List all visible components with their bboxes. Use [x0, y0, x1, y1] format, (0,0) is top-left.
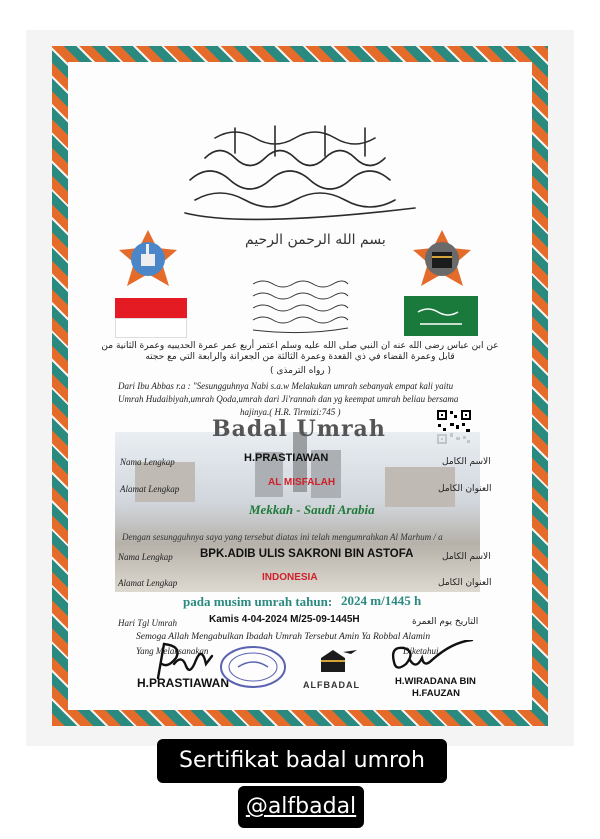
- official-stamp: [218, 645, 288, 689]
- left-signature-name: H.PRASTIAWAN: [137, 676, 230, 690]
- right-signature-name-1: H.WIRADANA BIN: [395, 676, 476, 687]
- bismillah: بسم الله الرحمن الرحيم: [245, 232, 386, 248]
- quote-line-1: Dari Ibu Abbas r.a : "Sesungguhnya Nabi s.a.w Melakukan umrah sebanyak empat kali yaitu: [118, 381, 454, 391]
- story-caption-title: Sertifikat badal umroh: [157, 739, 447, 783]
- right-signature-name-2: H.FAUZAN: [412, 688, 461, 699]
- address2-value: INDONESIA: [262, 572, 318, 583]
- address-value: AL MISFALAH: [268, 477, 336, 488]
- city-text: Mekkah - Saudi Arabia: [249, 502, 375, 517]
- name-arabic-label: الاسم الكامل: [442, 457, 491, 467]
- address2-arabic-label: العنوان الكامل: [438, 578, 492, 588]
- address-label: Alamat Lengkap: [120, 484, 180, 494]
- right-signature: [380, 640, 476, 678]
- date-value: Kamis 4-04-2024 M/25-09-1445H: [209, 614, 360, 625]
- address2-label: Alamat Lengkap: [118, 578, 178, 588]
- alfbadal-logo-text: ALFBADAL: [303, 680, 360, 690]
- calligraphy-header: [175, 118, 425, 228]
- date-label: Hari Tgl Umrah: [118, 618, 178, 628]
- mosque-emblem: [117, 228, 179, 290]
- story-caption-handle[interactable]: @alfbadal: [238, 786, 364, 828]
- name2-arabic-label: الاسم الكامل: [442, 552, 491, 562]
- name2-value: BPK.ADIB ULIS SAKRONI BIN ASTOFA: [200, 548, 414, 560]
- arabic-hadith: عن ابن عباس رضى الله عنه ان النبي صلى الله عليه وسلم اعتمر أربع عمر عمرة الحديبيه وعمرة الثانية من قابل وعمرة القضاء في ذي القعدة وعمرة الثالثة من الجعرانة والرابعة التي مع حجته: [101, 341, 499, 362]
- address-arabic-label: العنوان الكامل: [438, 484, 492, 494]
- saudi-flag: [404, 296, 478, 336]
- kaaba-emblem: [411, 228, 473, 290]
- quote-line-2: Umrah Hudaibiyah,umrah Qoda,umrah dari Ji'rannah dan yg keempat umrah beliau bersama: [118, 394, 459, 404]
- season-prefix: pada musim umrah tahun:: [183, 594, 333, 609]
- date-arabic-label: التاريخ يوم العمرة: [412, 617, 479, 627]
- certificate-title: Badal Umrah: [212, 416, 386, 442]
- season-value: 2024 m/1445 h: [341, 593, 422, 608]
- name-value: H.PRASTIAWAN: [244, 452, 329, 464]
- left-signature-caption: Yang Melaksanakan: [136, 646, 209, 656]
- calligraphy-block: [248, 274, 352, 336]
- name2-label: Nama Lengkap: [118, 552, 173, 562]
- arabic-source: ( رواه الترمذى ): [270, 366, 332, 376]
- indonesia-flag: [115, 298, 187, 338]
- quote-line-3: hajinya.( H.R. Tirmizi:745 ): [240, 407, 341, 417]
- name-label: Nama Lengkap: [120, 457, 175, 467]
- right-signature-caption: Diketahui: [403, 646, 439, 656]
- statement-text: Dengan sesungguhnya saya yang tersebut diatas ini telah mengumrahkan Al Marhum / a: [122, 532, 443, 542]
- prayer-text: Semoga Allah Mengabulkan Ibadah Umrah Tersebut Amin Ya Robbal Alamin: [136, 632, 431, 642]
- alfbadal-logo: [305, 646, 361, 684]
